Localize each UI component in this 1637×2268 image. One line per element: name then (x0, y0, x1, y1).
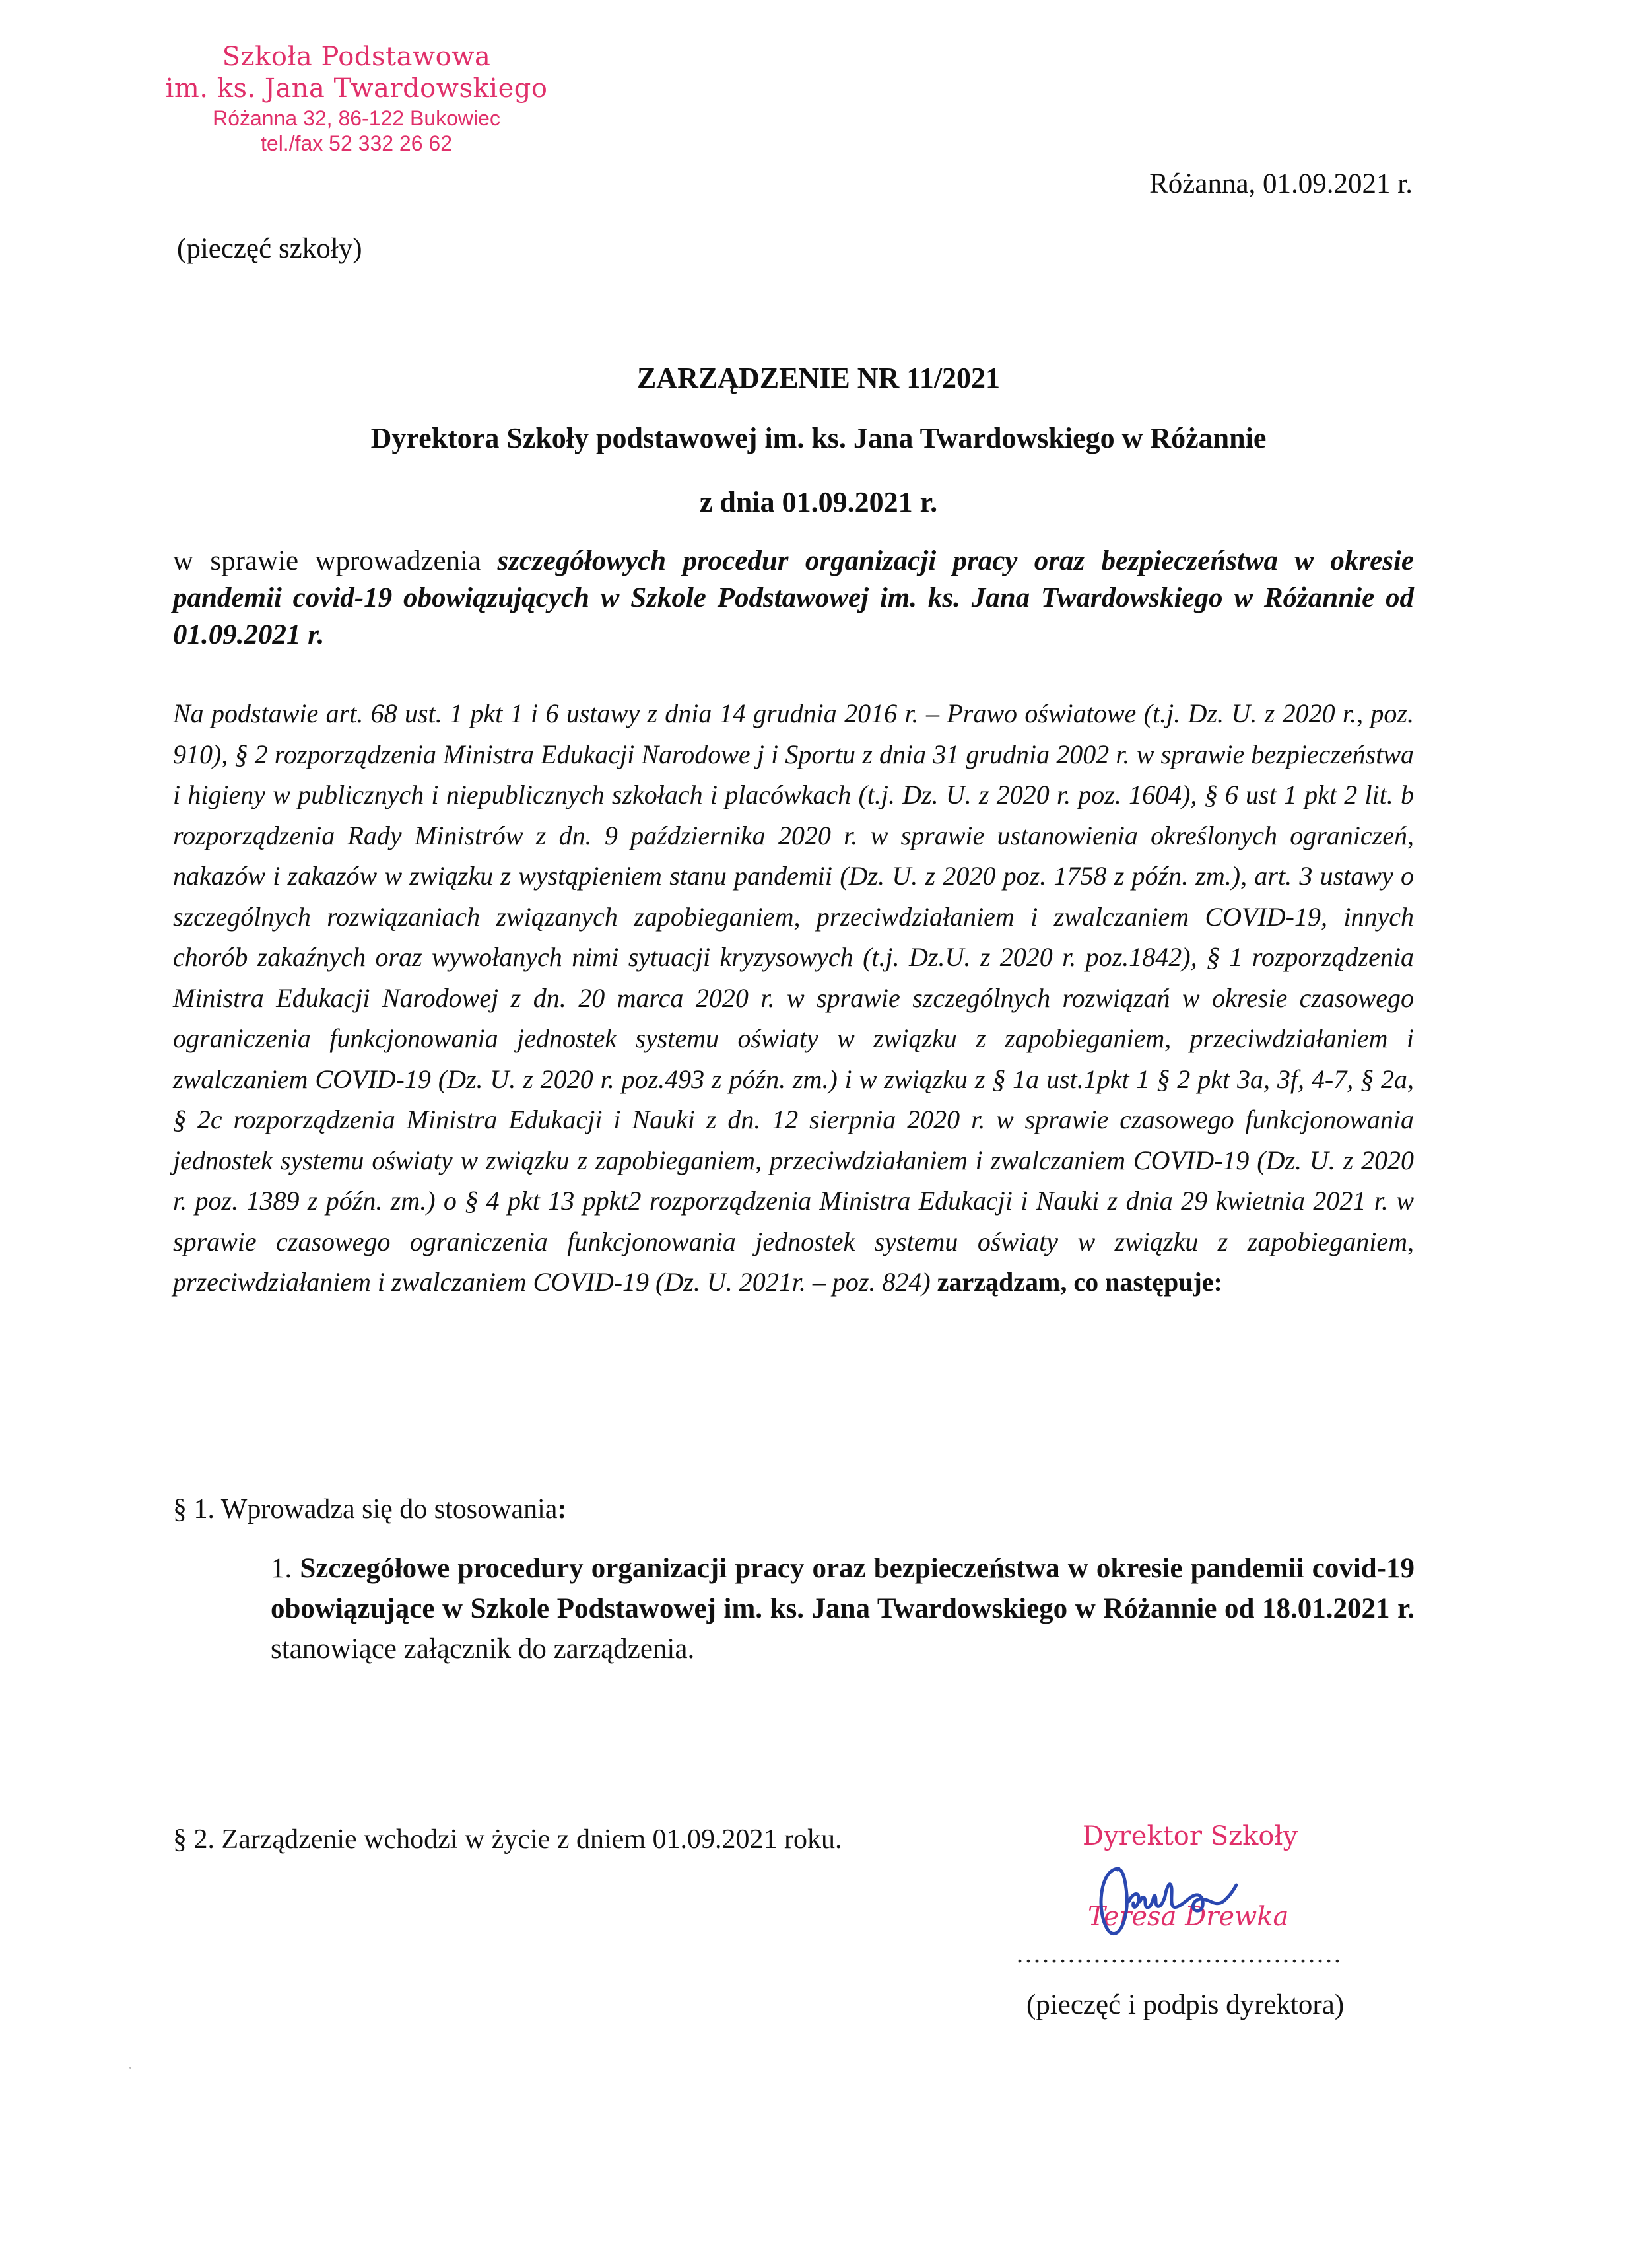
paragraph-2: § 2. Zarządzenie wchodzi w życie z dniem 01.09.2021 roku. (173, 1824, 842, 1855)
scan-speck (129, 2067, 131, 2069)
paragraph-1-item-1 (271, 1548, 1415, 1669)
item-number: 1. (271, 1553, 300, 1584)
paragraph-1-colon: : (557, 1494, 567, 1525)
paragraph-1-text: § 1. Wprowadza się do stosowania (173, 1494, 558, 1525)
document-title: ZARZĄDZENIE NR 11/2021 (636, 362, 1001, 394)
document-subject (173, 543, 1414, 654)
stamp-school-patron: im. ks. Jana Twardowskiego (165, 73, 548, 104)
item-bold-text: Szczegółowe procedury organizacji pracy oraz bezpieczeństwa w okresie pandemii covid-19 obowiązujące w Szkole Podstawowej im. ks. Jana Twardowskiego w Różannie od 18.01.2021 r. (271, 1553, 1415, 1624)
place-and-date: Różanna, 01.09.2021 r. (1149, 168, 1413, 199)
signature-caption: (pieczęć i podpis dyrektora) (1026, 1989, 1345, 2020)
school-stamp (152, 41, 561, 156)
decree-phrase: zarządzam, co następuje: (937, 1267, 1222, 1297)
handwritten-signature-icon (1092, 1855, 1264, 1941)
paragraph-1-heading (173, 1494, 566, 1525)
stamp-address: Różanna 32, 86-122 Bukowiec (213, 106, 500, 130)
document-date: z dnia 01.09.2021 r. (699, 486, 938, 518)
stamp-school-name: Szkoła Podstawowa (222, 42, 491, 72)
document-issuer: Dyrektora Szkoły podstawowej im. ks. Jana Twardowskiego w Różannie (370, 422, 1267, 454)
subject-emphasis: szczegółowych procedur organizacji pracy oraz bezpieczeństwa w okresie pandemii covid-19 obowiązujących w Szkole Podstawowej im. ks. Jana Twardowskiego w Różannie od 01.09.2021 r. (173, 545, 1414, 650)
legal-basis (173, 693, 1414, 1303)
item-rest-text: stanowiące załącznik do zarządzenia. (271, 1633, 695, 1665)
director-stamp-title: Dyrektor Szkoły (1083, 1821, 1298, 1851)
signature-dotted-line: ...................................... (1017, 1939, 1343, 1968)
subject-prefix: w sprawie wprowadzenia (173, 545, 498, 576)
stamp-phone: tel./fax 52 332 26 62 (261, 131, 452, 156)
legal-basis-text: Na podstawie art. 68 ust. 1 pkt 1 i 6 ustawy z dnia 14 grudnia 2016 r. – Prawo oświatowe (t.j. Dz. U. z 2020 r., poz. 910), § 2 rozporządzenia Ministra Edukacji Narodowe j i Sportu z dnia 31 grudnia 2002 r. w sprawie bezpieczeństwa i higieny w publicznych i niepublicznych szkołach i placówkach (t.j. Dz. U. z 2020 r. poz. 1604), § 6 ust 1 pkt 2 lit. b rozporządzenia Rady Ministrów z dn. 9 października 2020 r. w sprawie ustanowienia określonych ograniczeń, nakazów i zakazów w związku z wystąpieniem stanu pandemii (Dz. U. z 2020 poz. 1758 z późn. zm.), art. 3 ustawy o szczególnych rozwiązaniach związanych zapobieganiem, przeciwdziałaniem i zwalczaniem COVID-19, innych chorób zakaźnych oraz wywołanych nimi sytuacji kryzysowych (t.j. Dz.U. z 2020 r. poz.1842), § 1 rozporządzenia Ministra Edukacji Narodowej z dn. 20 marca 2020 r. w sprawie szczególnych rozwiązań w okresie czasowego ograniczenia funkcjonowania jednostek systemu oświaty w związku z zapobieganiem, przeciwdziałaniem i zwalczaniem COVID-19 (Dz. U. z 2020 r. poz.493 z późn. zm.) i w związku z § 1a ust.1pkt 1 § 2 pkt 3a, 3f, 4-7, § 2a, § 2c rozporządzenia Ministra Edukacji i Nauki z dn. 12 sierpnia 2020 r. w sprawie czasowego funkcjonowania jednostek systemu oświaty w związku z zapobieganiem, przeciwdziałaniem i zwalczaniem COVID-19 (Dz. U. z 2020 r. poz. 1389 z późn. zm.) o § 4 pkt 13 ppkt2 rozporządzenia Ministra Edukacji i Nauki z dnia 29 kwietnia 2021 r. w sprawie czasowego ograniczenia funkcjonowania jednostek systemu oświaty w związku z zapobieganiem, przeciwdziałaniem i zwalczaniem COVID-19 (Dz. U. 2021r. – poz. 824) (173, 699, 1414, 1297)
school-stamp-caption: (pieczęć szkoły) (177, 233, 362, 264)
director-stamp-name: Teresa Drewka (1088, 1902, 1289, 1932)
